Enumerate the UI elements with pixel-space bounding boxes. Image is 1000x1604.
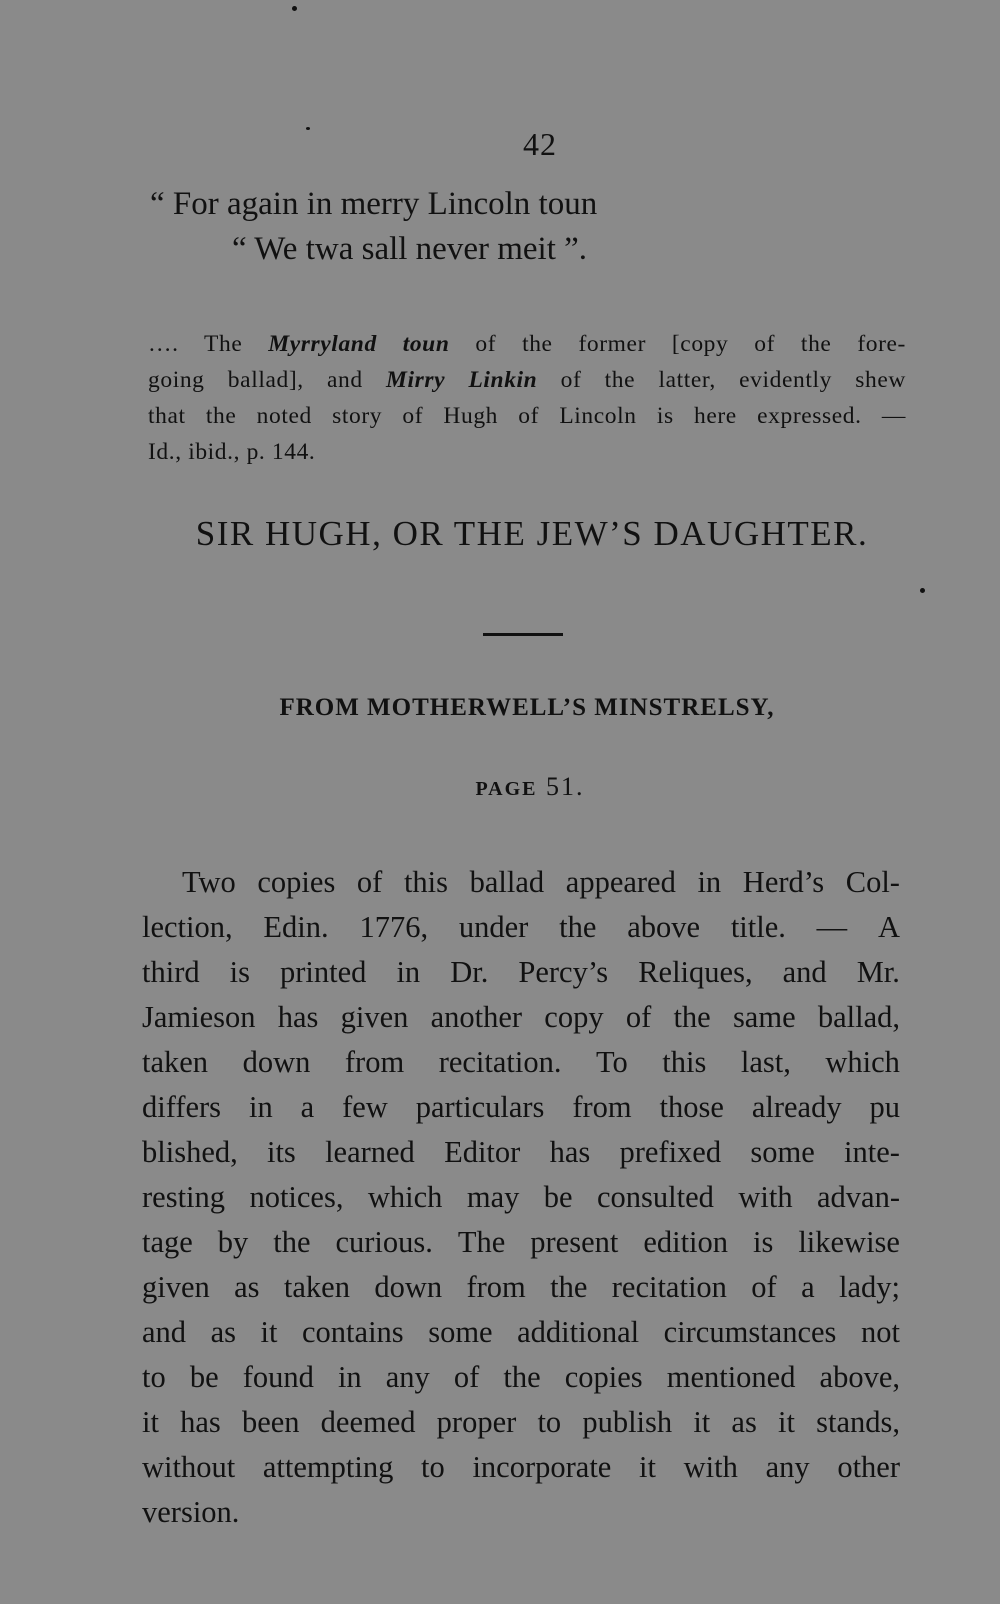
- note-italic-title: Mirry Linkin: [386, 367, 538, 393]
- verse-line-2: “ We twa sall never meit ”.: [232, 231, 588, 267]
- page-ref-label: PAGE: [475, 778, 538, 800]
- body-line: third is printed in Dr. Percy’s Reliques, and Mr.: [142, 955, 900, 989]
- body-line: taken down from recitation. To this last, which: [142, 1045, 900, 1079]
- source-heading: FROM MOTHERWELL’S MINSTRELSY,: [279, 694, 775, 721]
- body-line: blished, its learned Editor has prefixed some inte-: [142, 1135, 900, 1169]
- body-line: lection, Edin. 1776, under the above title. — A: [142, 910, 900, 944]
- speck: [306, 127, 310, 130]
- body-line: tage by the curious. The present edition is likewise: [142, 1225, 900, 1259]
- body-line: Jamieson has given another copy of the same ballad,: [142, 1000, 900, 1034]
- body-line: Two copies of this ballad appeared in Herd’s Col-: [182, 865, 900, 899]
- footnote-citation: [148, 326, 906, 470]
- body-line: to be found in any of the copies mentioned above,: [142, 1360, 900, 1394]
- note-line-1: [148, 326, 906, 362]
- section-divider: [483, 633, 563, 636]
- page-ref-number: 51.: [546, 772, 585, 801]
- page-number: 42: [523, 126, 557, 162]
- note-text: Id., ibid., p. 144.: [148, 439, 316, 465]
- note-line-3: [148, 398, 906, 434]
- note-text: going ballad], and: [148, 367, 387, 393]
- note-line-2: [148, 362, 906, 398]
- note-text: of the latter, evidently shew: [537, 367, 906, 393]
- note-text: that the noted story of Hugh of Lincoln is here expressed. —: [148, 403, 906, 429]
- body-line: without attempting to incorporate it with any other: [142, 1450, 900, 1484]
- body-line: resting notices, which may be consulted with advan-: [142, 1180, 900, 1214]
- body-line: version.: [142, 1495, 240, 1529]
- body-line: it has been deemed proper to publish it as it stands,: [142, 1405, 900, 1439]
- speck: [292, 6, 297, 11]
- note-text: of the former [copy of the fore-: [449, 331, 906, 357]
- body-line: given as taken down from the recitation of a lady;: [142, 1270, 900, 1304]
- verse-line-1: “ For again in merry Lincoln toun: [150, 186, 598, 222]
- section-title: SIR HUGH, OR THE JEW’S DAUGHTER.: [195, 514, 869, 553]
- note-text: …. The: [148, 331, 269, 357]
- body-line: differs in a few particulars from those already pu: [142, 1090, 900, 1124]
- note-line-4: [148, 434, 906, 470]
- body-line: and as it contains some additional circumstances not: [142, 1315, 900, 1349]
- speck: [920, 588, 925, 593]
- note-italic-title: Myrryland toun: [268, 331, 450, 357]
- page-reference: [0, 772, 1000, 802]
- body-paragraph: [142, 860, 900, 1535]
